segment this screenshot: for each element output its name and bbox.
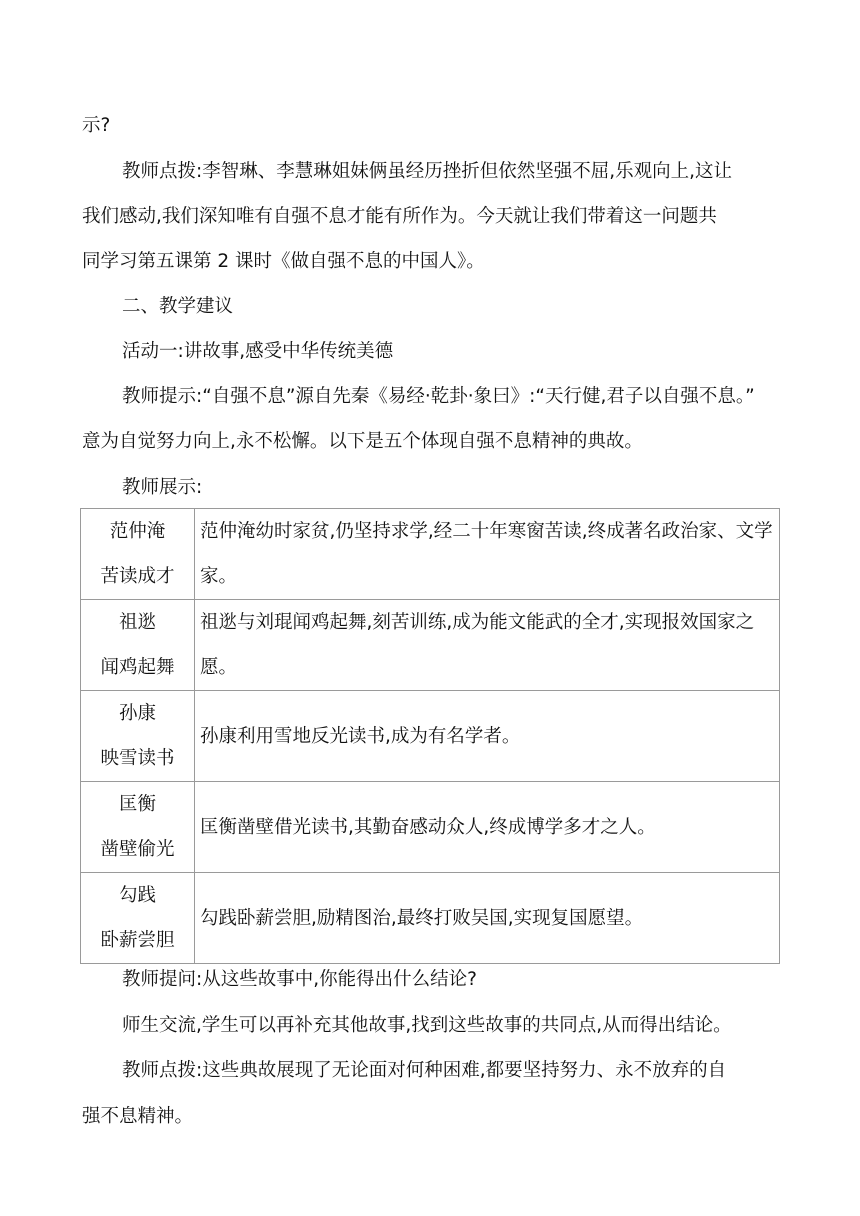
text-line: 意为自觉努力向上,永不松懈。以下是五个体现自强不息精神的典故。 xyxy=(82,431,643,452)
story-name-cell xyxy=(81,873,195,964)
text-line: 强不息精神。 xyxy=(82,1106,194,1127)
table-row xyxy=(81,782,780,873)
story-name: 孙康 xyxy=(118,703,156,724)
text-line: 示? xyxy=(82,115,111,136)
story-name-cell xyxy=(81,691,195,782)
table-row xyxy=(81,873,780,964)
story-name-cell xyxy=(81,509,195,600)
story-description: 孙康利用雪地反光读书,成为有名学者。 xyxy=(195,691,780,782)
story-name: 匡衡 xyxy=(118,794,156,815)
story-table xyxy=(80,508,780,964)
story-idiom: 苦读成才 xyxy=(100,566,175,587)
text-line: 教师点拨:李智琳、李慧琳姐妹俩虽经历挫折但依然坚强不屈,乐观向上,这让 xyxy=(122,161,732,182)
section-heading: 二、教学建议 xyxy=(122,296,234,317)
story-description: 勾践卧薪尝胆,励精图治,最终打败吴国,实现复国愿望。 xyxy=(195,873,780,964)
story-idiom: 映雪读书 xyxy=(100,748,175,769)
story-idiom: 闻鸡起舞 xyxy=(100,657,175,678)
story-name-cell xyxy=(81,782,195,873)
story-name: 祖逖 xyxy=(118,612,156,633)
story-idiom: 凿壁偷光 xyxy=(100,839,175,860)
text-line: 我们感动,我们深知唯有自强不息才能有所作为。今天就让我们带着这一问题共 xyxy=(82,206,717,227)
text-line: 同学习第五课第 2 课时《做自强不息的中国人》。 xyxy=(82,251,485,272)
story-description: 范仲淹幼时家贫,仍坚持求学,经二十年寒窗苦读,终成著名政治家、文学家。 xyxy=(195,509,780,600)
activity-heading: 活动一:讲故事,感受中华传统美德 xyxy=(122,341,394,362)
story-name: 勾践 xyxy=(118,885,156,906)
story-name-cell xyxy=(81,600,195,691)
text-line: 教师提问:从这些故事中,你能得出什么结论? xyxy=(122,969,477,990)
table-row xyxy=(81,509,780,600)
story-name: 范仲淹 xyxy=(109,521,166,542)
text-line: 师生交流,学生可以再补充其他故事,找到这些故事的共同点,从而得出结论。 xyxy=(122,1015,732,1036)
story-idiom: 卧薪尝胆 xyxy=(100,930,175,951)
text-line: 教师点拨:这些典故展现了无论面对何种困难,都要坚持努力、永不放弃的自 xyxy=(122,1060,727,1081)
text-line: 教师提示:“自强不息”源自先秦《易经·乾卦·象曰》:“天行健,君子以自强不息。” xyxy=(122,386,755,407)
table-row xyxy=(81,691,780,782)
story-description: 祖逖与刘琨闻鸡起舞,刻苦训练,成为能文能武的全才,实现报效国家之愿。 xyxy=(195,600,780,691)
table-row xyxy=(81,600,780,691)
text-line: 教师展示: xyxy=(122,477,203,498)
story-description: 匡衡凿壁借光读书,其勤奋感动众人,终成博学多才之人。 xyxy=(195,782,780,873)
